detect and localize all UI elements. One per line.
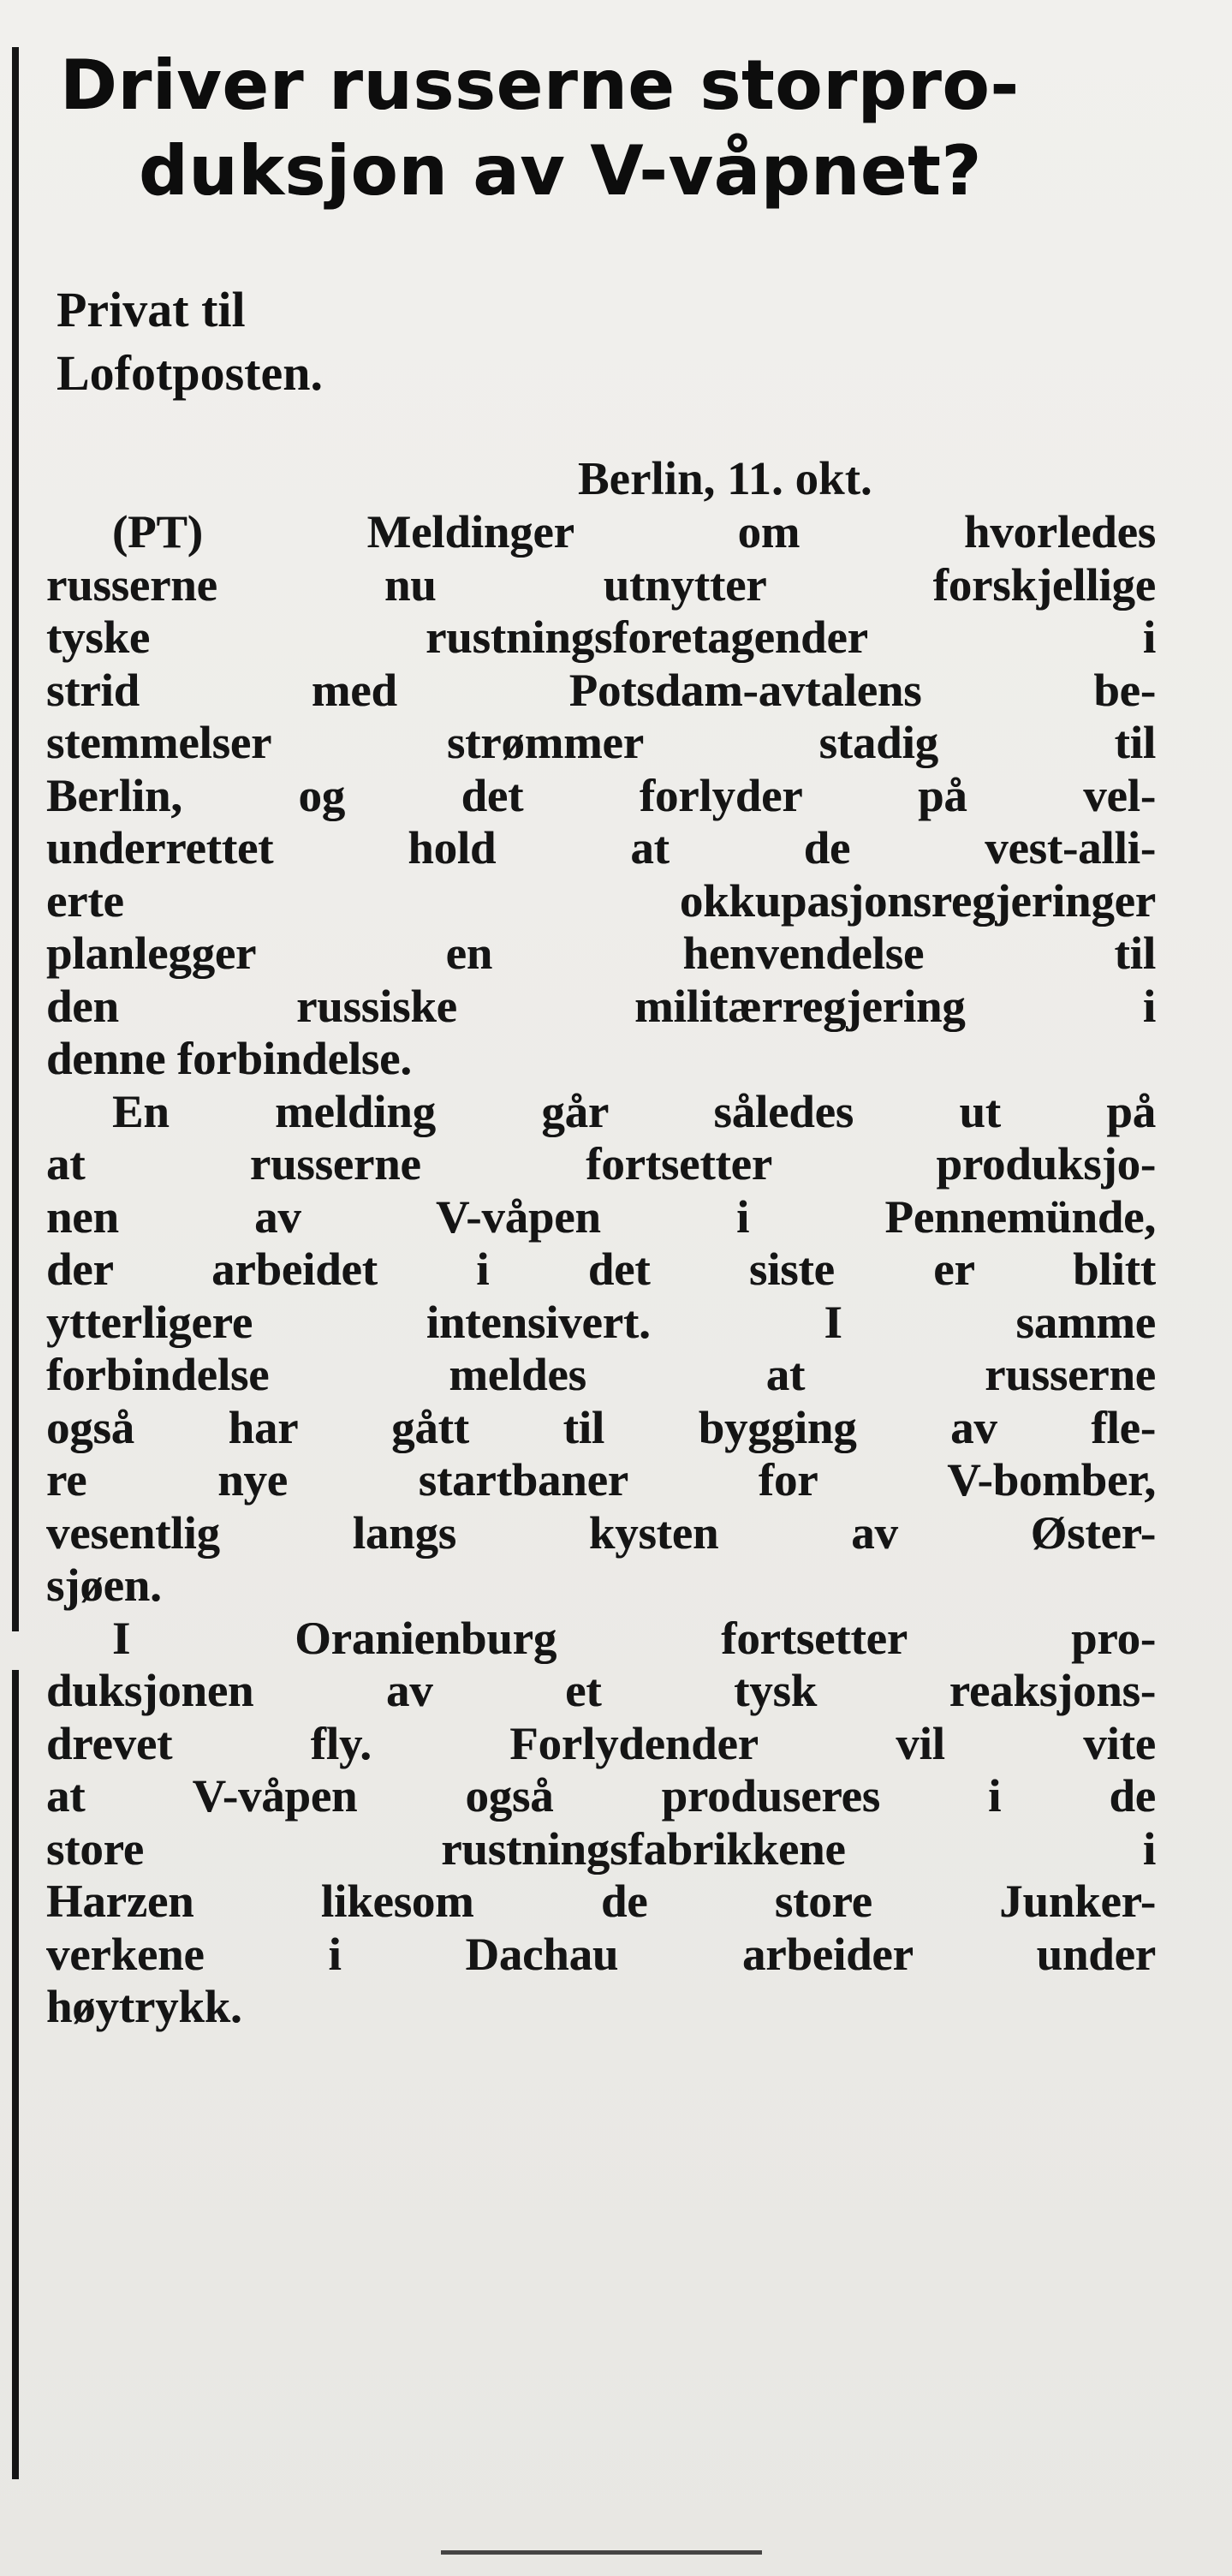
paragraph-3-line-6: Harzen likesom de store Junker- bbox=[46, 1875, 1156, 1927]
paragraph-2 bbox=[46, 1085, 1156, 1612]
paragraph-1-line-7: underrettet hold at de vest-alli- bbox=[46, 821, 1156, 874]
source-credit bbox=[57, 278, 827, 405]
paragraph-1-line-2: russerne nu utnytter forskjellige bbox=[46, 558, 1156, 611]
paragraph-3-line-3: drevet fly. Forlydender vil vite bbox=[46, 1716, 1156, 1769]
paragraph-3-line-5: store rustningsfabrikkene i bbox=[46, 1822, 1156, 1875]
paragraph-1-line-4: strid med Potsdam-avtalens be- bbox=[46, 663, 1156, 716]
dateline: Berlin, 11. okt. bbox=[578, 452, 872, 504]
paragraph-3-line-7: verkene i Dachau arbeider under bbox=[46, 1927, 1156, 1980]
paragraph-2-line-7: også har gått til bygging av fle- bbox=[46, 1400, 1156, 1453]
left-column-rule-lower bbox=[12, 1670, 19, 2479]
paragraph-3-line-1: I Oranienburg fortsetter pro- bbox=[112, 1611, 1156, 1664]
paragraph-2-line-9: vesentlig langs kysten av Øster- bbox=[46, 1506, 1156, 1559]
left-column-rule-upper bbox=[12, 47, 19, 1631]
source-line-1: Privat til bbox=[57, 282, 246, 337]
paragraph-3 bbox=[46, 1612, 1156, 2033]
headline bbox=[60, 43, 1164, 214]
paragraph-2-line-4: der arbeidet i det siste er blitt bbox=[46, 1243, 1156, 1295]
headline-line-2: duksjon av V-våpnet? bbox=[139, 131, 982, 211]
paragraph-1-line-11: denne forbindelse. bbox=[46, 1032, 412, 1084]
paragraph-1-line-1: (PT) Meldinger om hvorledes bbox=[112, 505, 1156, 558]
source-line-2: Lofotposten. bbox=[57, 345, 323, 401]
paragraph-1 bbox=[46, 505, 1156, 1085]
paragraph-2-line-10: sjøen. bbox=[46, 1559, 162, 1611]
paragraph-3-line-4: at V-våpen også produseres i de bbox=[46, 1769, 1156, 1822]
paragraph-2-line-2: at russerne fortsetter produksjo- bbox=[46, 1137, 1156, 1190]
paragraph-3-line-2: duksjonen av et tysk reaksjons- bbox=[46, 1664, 1156, 1716]
paragraph-2-line-6: forbindelse meldes at russerne bbox=[46, 1348, 1156, 1400]
paragraph-1-line-3: tyske rustningsforetagender i bbox=[46, 611, 1156, 663]
paragraph-1-line-9: planlegger en henvendelse til bbox=[46, 927, 1156, 979]
article-body bbox=[46, 505, 1156, 2033]
headline-line-1: Driver russerne storpro- bbox=[60, 45, 1020, 125]
paragraph-3-line-8: høytrykk. bbox=[46, 1980, 242, 2032]
paragraph-2-line-1: En melding går således ut på bbox=[112, 1084, 1156, 1137]
paragraph-2-line-5: ytterligere intensivert. I samme bbox=[46, 1295, 1156, 1348]
end-rule bbox=[441, 2550, 762, 2555]
paragraph-1-line-5: stemmelser strømmer stadig til bbox=[46, 716, 1156, 768]
paragraph-2-line-3: nen av V-våpen i Pennemünde, bbox=[46, 1190, 1156, 1243]
paragraph-1-line-6: Berlin, og det forlyder på vel- bbox=[46, 768, 1156, 821]
paragraph-2-line-8: re nye startbaner for V-bomber, bbox=[46, 1453, 1156, 1506]
paragraph-1-line-10: den russiske militærregjering i bbox=[46, 979, 1156, 1032]
paragraph-1-line-8: erte okkupasjonsregjeringer bbox=[46, 874, 1156, 927]
